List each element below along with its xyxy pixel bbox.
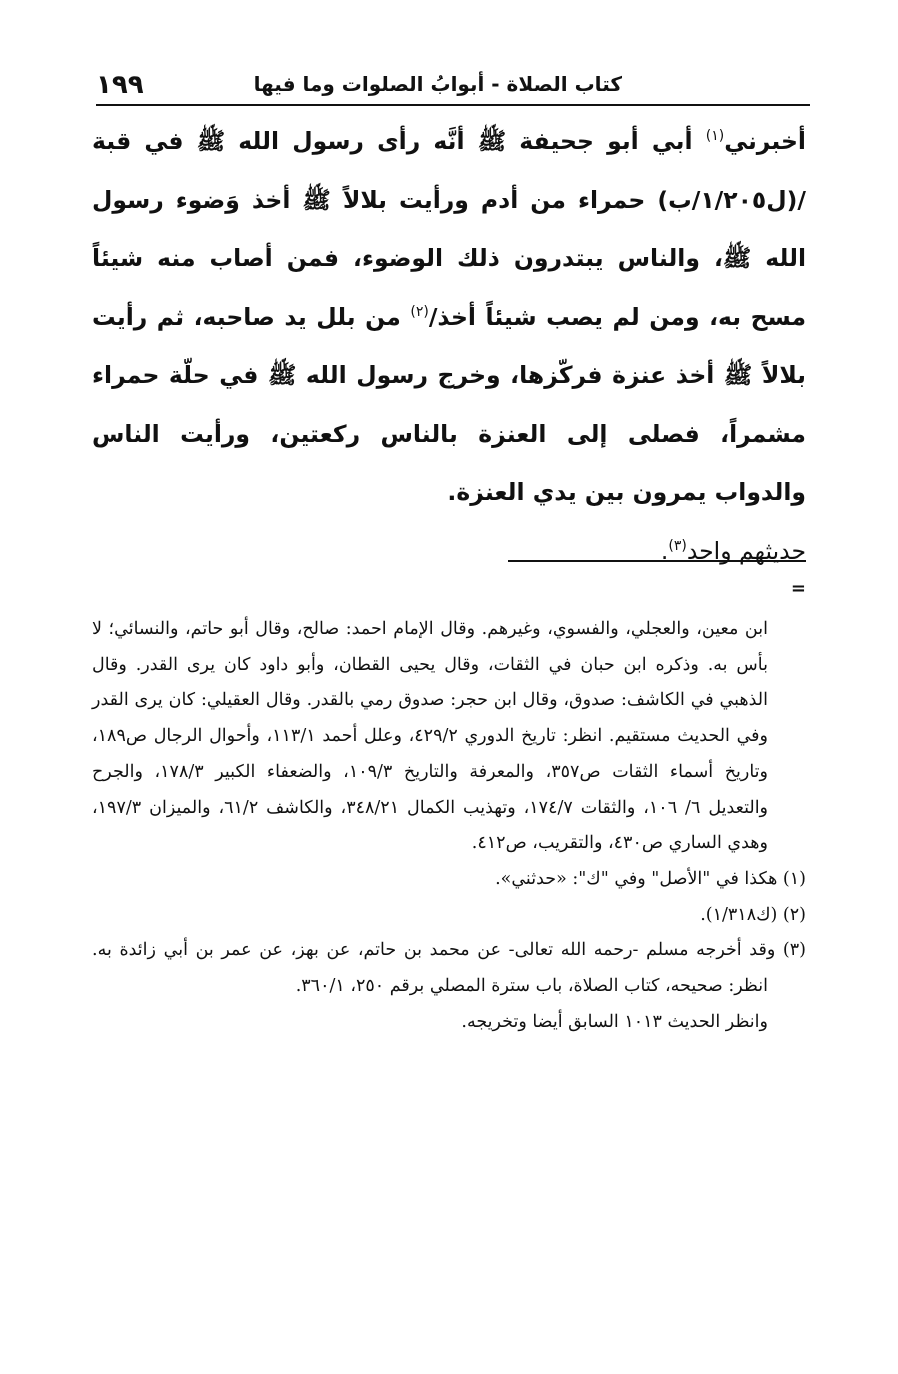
hadith-closing — [92, 522, 806, 581]
footnote-1: (١) هكذا في "الأصل" وفي "ك": «حدثني». — [495, 868, 806, 889]
continuation-mark: = — [790, 578, 806, 599]
footnote-ref-2: (٢) — [410, 303, 429, 320]
page-number: ١٩٩ — [96, 70, 144, 100]
footnote-ref-1: (١) — [705, 128, 725, 145]
header-rule — [96, 104, 810, 106]
footnote-3: (٣) وقد أخرجه مسلم -رحمه الله تعالى- عن محمد بن حاتم، عن بهز، عن عمر بن أبي زائدة به. انظر: صحيحه، كتاب الصلاة، باب سترة المصلي برقم ٢٥٠، ٣٦٠/١. — [92, 940, 806, 997]
hadith-text — [92, 112, 806, 580]
footnotes — [92, 612, 806, 1040]
footnote-3-continuation: وانظر الحديث ١٠١٣ السابق أيضا وتخريجه. — [461, 1011, 768, 1032]
page-header — [96, 66, 808, 106]
hadith-text-part: من بلل يد صاحبه، ثم رأيت بلالاً ﷺ أخذ عنزة فركّزها، وخرج رسول الله ﷺ في حلّة حمراء مشمراً، فصلى إلى العنزة بالناس ركعتين، ورأيت الناس والدواب يمرون بين يدي العنزة. — [92, 302, 806, 506]
footnote-continuation: ابن معين، والعجلي، والفسوي، وغيرهم. وقال الإمام احمد: صالح، وقال أبو حاتم، والنسائي؛ لا بأس به. وذكره ابن حبان في الثقات، وقال يحيى القطان، وأبو داود كان يرى القدر. وقال الذهبي في الكاشف: صدوق، وقال ابن حجر: صدوق رمي بالقدر. وقال العقيلي: كان يرى القدر وفي الحديث مستقيم. انظر: تاريخ الدوري ٤٢٩/٢، وعلل أحمد ١١٣/١، وأحوال الرجال ص١٨٩، وتاريخ أسماء الثقات ص٣٥٧، والمعرفة والتاريخ ١٠٩/٣، والضعفاء الكبير ١٧٨/٣، والجرح والتعديل ٦/ ١٠٦، والثقات ١٧٤/٧، وتهذيب الكمال ٣٤٨/٢١، والكاشف ٦١/٢، والميزان ١٩٧/٣، وهدي الساري ص٤٣٠، والتقريب، ص٤١٢. — [92, 619, 769, 854]
running-title: كتاب الصلاة - أبوابُ الصلوات وما فيها — [253, 72, 622, 96]
closing-text: حديثهم واحد — [686, 536, 806, 565]
hadith-paragraph — [92, 112, 806, 522]
hadith-text-part: أخبرني — [724, 127, 806, 155]
hadith-text-part: أبي أبو جحيفة ﷺ أنَّه رأى رسول الله ﷺ في قبة /(ل١/٢٠٥/ب) حمراء من أدم ورأيت بلالاً ﷺ أخذ وَضوء رسول الله ﷺ، والناس يبتدرون ذلك الوضوء، فمن أصاب منه شيئاً مسح به، ومن لم يصب شيئاً أخذ/ — [92, 127, 806, 331]
closing-end: . — [660, 536, 669, 565]
footnote-separator — [508, 560, 806, 562]
footnote-ref-3: (٣) — [668, 537, 687, 554]
footnote-2: (٢) (ك١/٣١٨). — [700, 904, 806, 925]
